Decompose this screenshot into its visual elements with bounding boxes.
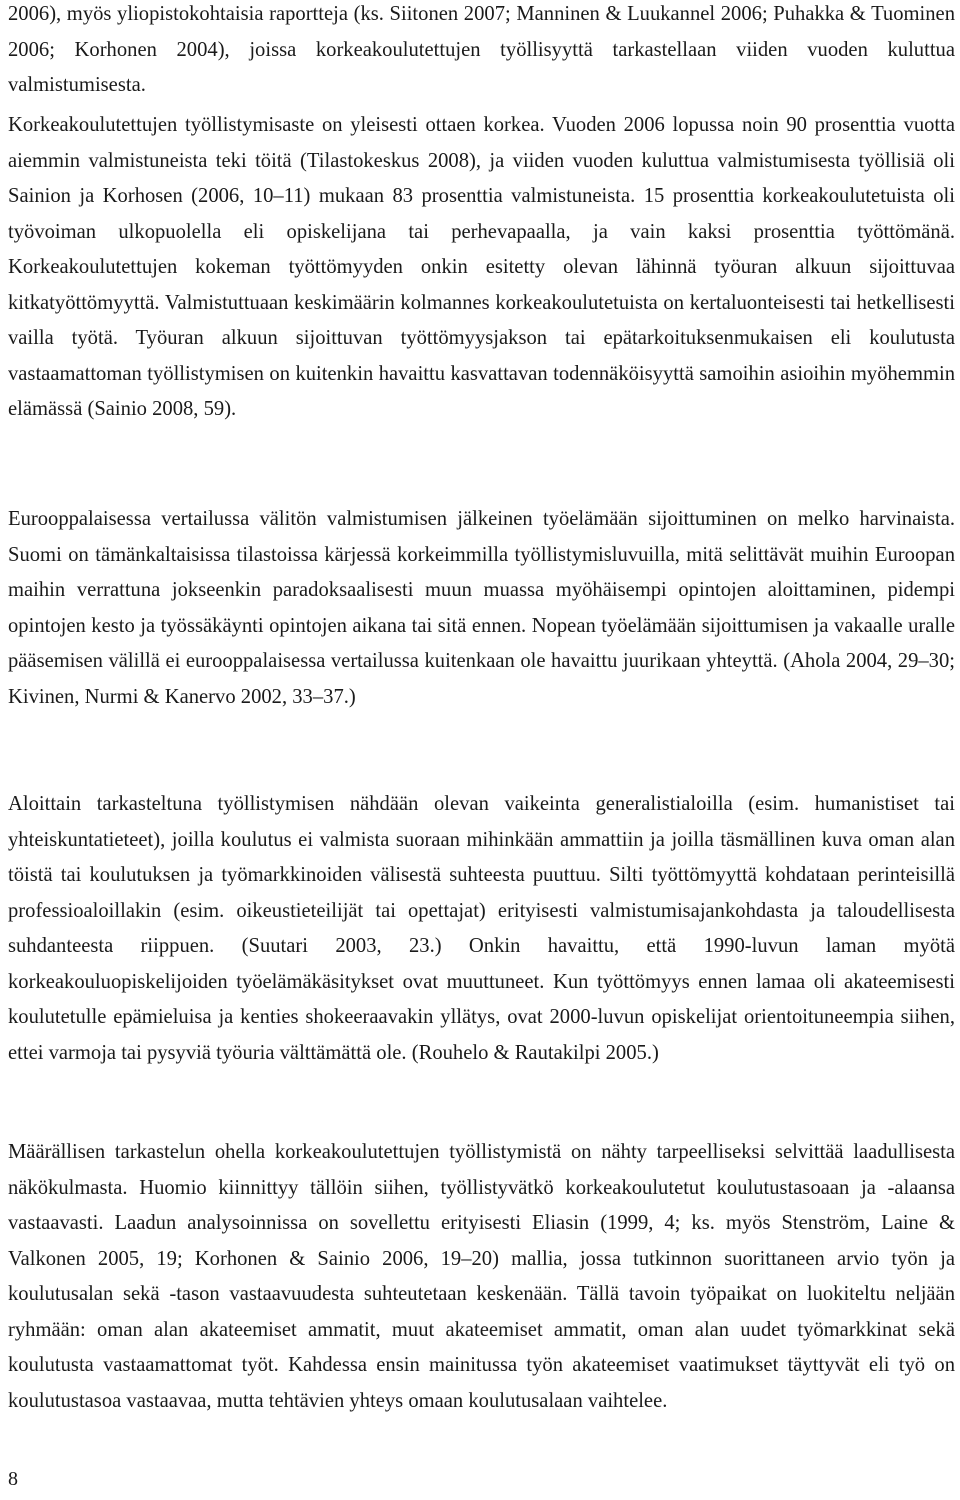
paragraph-continuation: 2006), myös yliopistokohtaisia raportteja (ks. Siitonen 2007; Manninen & Luukannel 2006; Puhakka & Tuominen 2006; Korhonen 2004), joissa korkeakoulutettujen työllisyyttä tarkastellaan viiden vuoden kuluttua valmistumisesta.: [8, 3, 955, 96]
paragraph-qualitative-view: Määrällisen tarkastelun ohella korkeakoulutettujen työllistymistä on nähty tarpeelliseksi selvittää laadullisesta näkökulmasta. Huomio kiinnittyy tällöin siihen, työllistyvätkö korkeakoulutetut koulutustasoaan ja -alaansa vastaavasti. Laadun analysoinnissa on sovellettu erityisesti Eliasin (1999, 4; ks. myös Stenström, Laine & Valkonen 2005, 19; Korhonen & Sainio 2006, 19–20) mallia, jossa tutkinnon suorittaneen arvio työn ja koulutusalan sekä -tason vastaavuudesta suhteutetaan keskenään. Tällä tavoin työpaikat on luokiteltu neljään ryhmään: oman alan akateemiset ammatit, muut akateemiset ammatit, oman alan uudet työmarkkinat sekä koulutusta vastaamattomat työt. Kahdessa ensin mainitussa työn akateemiset vaatimukset täyttyvät eli työ on koulutustasoa vastaavaa, mutta tehtävien yhteys omaan koulutusalaan vaihtelee.: [8, 1141, 955, 1412]
paragraph-european-comparison: Eurooppalaisessa vertailussa välitön valmistumisen jälkeinen työelämään sijoittuminen on melko harvinaista. Suomi on tämänkaltaisissa tilastoissa kärjessä korkeimmilla työllistymisluvuilla, mitä selittävät muihin Euroopan maihin verrattuna jokseenkin paradoksaalisesti muun muassa myöhäisempi opintojen aloittaminen, pidempi opintojen kesto ja työssäkäynti opintojen aikana tai sitä ennen. Nopean työelämään sijoittumisen ja vakaalle uralle pääsemisen välillä ei eurooppalaisessa vertailussa kuitenkaan ole havaittu juurikaan yhteyttä. (Ahola 2004, 29–30; Kivinen, Nurmi & Kanervo 2002, 33–37.): [8, 508, 955, 708]
page-number: 8: [8, 1468, 18, 1490]
paragraph-employment-rate: Korkeakoulutettujen työllistymisaste on yleisesti ottaen korkea. Vuoden 2006 lopussa noin 90 prosenttia vuotta aiemmin valmistuneista teki töitä (Tilastokeskus 2008), ja viiden vuoden kuluttua valmistumisesta työllisiä oli Sainion ja Korhosen (2006, 10–11) mukaan 83 prosenttia valmistuneista. 15 prosenttia korkeakoulutetuista oli työvoiman ulkopuolella eli opiskelijana tai perhevapaalla, ja vain kaksi prosenttia työttömänä. Korkeakoulutettujen kokeman työttömyyden onkin esitetty olevan lähinnä työuran alkuun sijoittuvaa kitkatyöttömyyttä. Valmistuttuaan keskimäärin kolmannes korkeakoulutetuista on kertaluonteisesti tai hetkellisesti vailla työtä. Työuran alkuun sijoittuvan työttömyysjakson tai epätarkoituksenmukaisen eli koulutusta vastaamattoman työllistymisen on kuitenkin havaittu kasvattavan todennäköisyyttä samoihin asioihin myöhemmin elämässä (Sainio 2008, 59).: [8, 114, 955, 420]
paragraph-field-comparison: Aloittain tarkasteltuna työllistymisen nähdään olevan vaikeinta generalistialoilla (esim. humanistiset tai yhteiskuntatieteet), joilla koulutus ei valmista suoraan mihinkään ammattiin ja joilla täsmällinen kuva oman alan töistä tai koulutuksen ja työmarkkinoiden välisestä suhteesta puuttuu. Silti työttömyyttä kohdataan perinteisillä professioaloillakin (esim. oikeustieteilijät tai opettajat) erityisesti valmistumisajankohdasta ja taloudellisesta suhdanteesta riippuen. (Suutari 2003, 23.) Onkin havaittu, että 1990-luvun laman myötä korkeakouluopiskelijoiden työelämäkäsitykset ovat muuttuneet. Kun työttömyys ennen lamaa oli akateemisesti koulutetulle epämieluisa ja kenties shokeeraavakin yllätys, ovat 2000-luvun opiskelijat orientoituneempia siihen, ettei varmoja tai pysyviä työuria välttämättä ole. (Rouhelo & Rautakilpi 2005.): [8, 793, 955, 1064]
